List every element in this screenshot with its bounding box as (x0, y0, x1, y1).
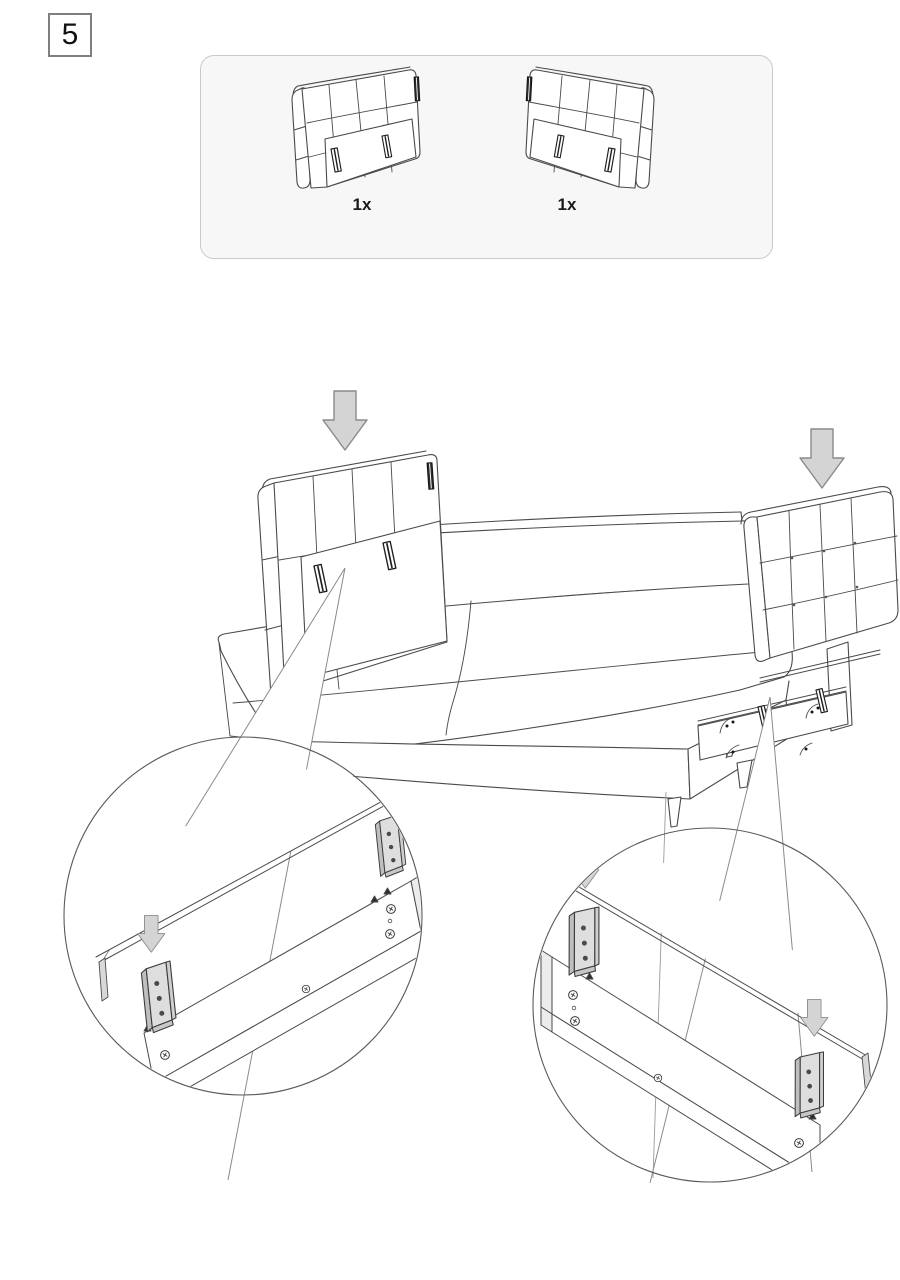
quantity-label-left: 1x (352, 195, 372, 214)
down-arrow-icon-left (323, 391, 367, 450)
step-number: 5 (61, 18, 79, 51)
down-arrow-icon-right (800, 429, 844, 488)
mounting-bracket-icon (375, 814, 406, 877)
part-armrest-right (526, 67, 654, 188)
mounting-bracket-icon (791, 1050, 827, 1119)
armrest-right-main (741, 487, 898, 662)
mounting-bracket-icon (565, 905, 603, 978)
quantity-label-right: 1x (557, 195, 577, 214)
mounting-bracket-icon (141, 961, 176, 1033)
part-armrest-left (292, 67, 420, 188)
